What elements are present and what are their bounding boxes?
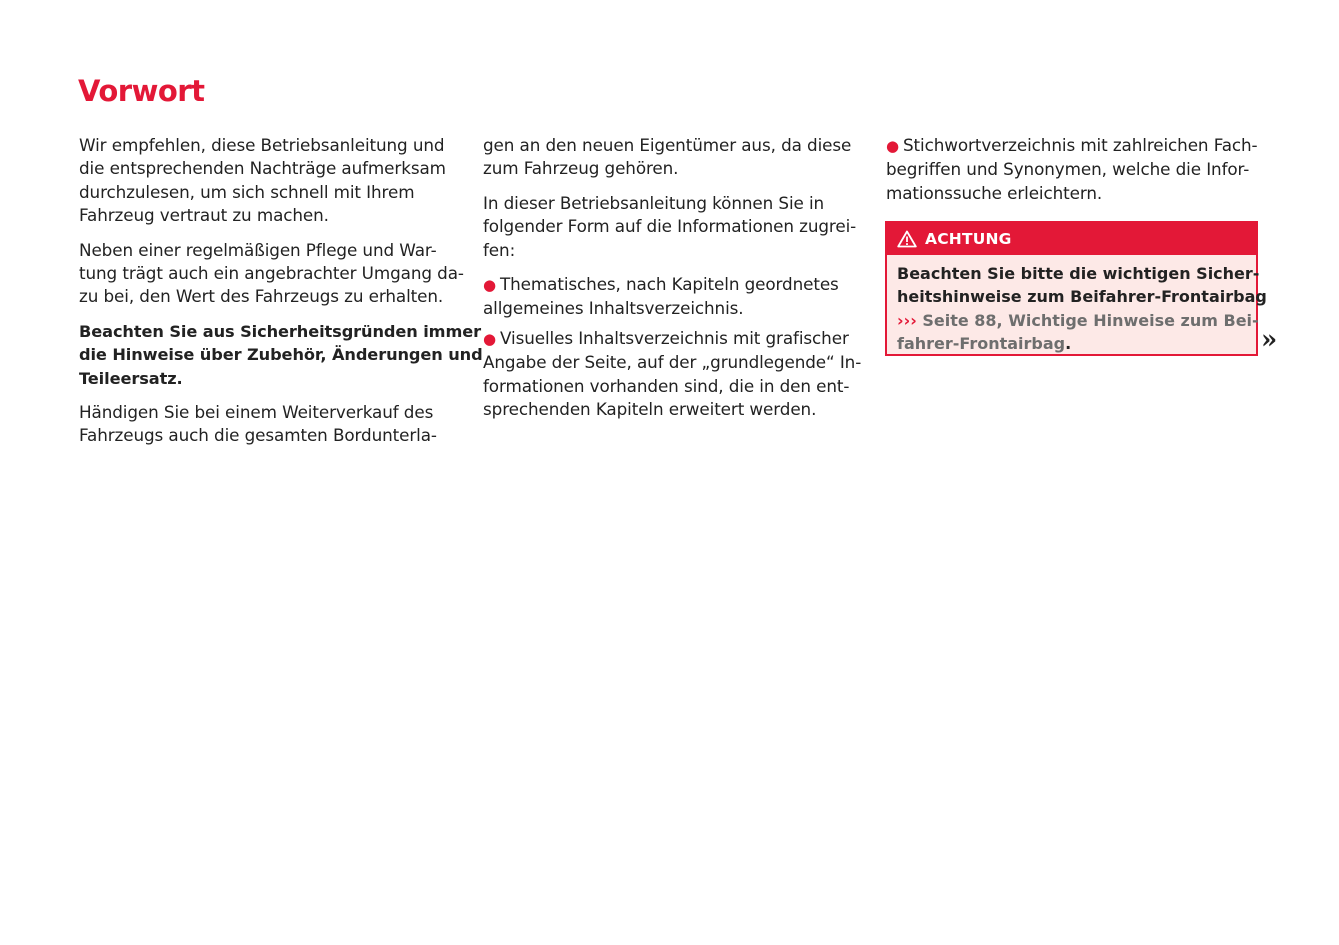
page-reference-link[interactable] (897, 309, 1259, 332)
bullet-list (483, 273, 862, 421)
text-line: Teileersatz. (79, 368, 183, 388)
text-line: Fahrzeug vertraut zu machen. (79, 205, 329, 226)
paragraph-resale-continued (483, 134, 855, 181)
page-title: Vorwort (78, 74, 205, 108)
text-line: fen: (483, 239, 516, 260)
text-line: In dieser Betriebsanleitung können Sie in (483, 192, 825, 213)
text-column-2 (483, 134, 862, 432)
text-line: Neben einer regelmäßigen Pflege und War- (79, 239, 437, 260)
paragraph-safety-notice (79, 320, 483, 390)
text-line: Händigen Sie bei einem Weiterverkauf des (79, 402, 434, 423)
text-line: Wir empfehlen, diese Betriebsanleitung und (79, 135, 445, 155)
warning-header (887, 223, 1256, 255)
bullet-dot-icon: ● (886, 137, 899, 155)
text-line: zu bei, den Wert des Fahrzeugs zu erhalten. (79, 286, 444, 307)
continuation-marker-icon: » (1261, 325, 1278, 355)
paragraph-intro (79, 134, 451, 228)
bullet-list (886, 134, 1258, 205)
text-line: die Hinweise über Zubehör, Änderungen und (79, 345, 483, 365)
text-line: begriffen und Synonymen, welche die Infor- (886, 159, 1250, 180)
text-line: folgender Form auf die Informationen zugrei- (483, 216, 857, 237)
text-line: Fahrzeugs auch die gesamten Bordunterla- (79, 425, 437, 446)
text-line: tung trägt auch ein angebrachter Umgang da- (79, 263, 464, 284)
text-line: Beachten Sie aus Sicherheitsgründen immer (79, 321, 481, 341)
bullet-dot-icon: ● (483, 329, 496, 348)
reference-arrows-icon: ››› (897, 310, 917, 330)
text-line: Visuelles Inhaltsverzeichnis mit grafischer (500, 327, 849, 348)
text-line: allgemeines Inhaltsverzeichnis. (483, 298, 744, 319)
text-line: gen an den neuen Eigentümer aus, da diese (483, 135, 852, 155)
reference-text: fahrer-Frontairbag (897, 334, 1066, 354)
warning-label: ACHTUNG (925, 230, 1012, 248)
text-line: Beachten Sie bitte die wichtigen Sicher- (897, 264, 1260, 283)
text-line: heitshinweise zum Beifahrer-Frontairbag (897, 287, 1267, 307)
text-line: formationen vorhanden sind, die in den ent- (483, 375, 850, 396)
text-line: Stichwortverzeichnis mit zahlreichen Fach- (903, 135, 1258, 155)
bullet-dot-icon: ● (483, 276, 496, 295)
text-line: durchzulesen, um sich schnell mit Ihrem (79, 181, 415, 202)
list-item (483, 327, 862, 422)
list-item (886, 134, 1258, 205)
warning-box (885, 221, 1267, 356)
text-line: sprechenden Kapiteln erweitert werden. (483, 399, 817, 420)
text-line: mationssuche erleichtern. (886, 182, 1103, 203)
text-column-1 (79, 134, 483, 459)
reference-text: Seite 88, Wichtige Hinweise zum Bei- (922, 310, 1259, 330)
text-line: Angabe der Seite, auf der „grundlegende“ In- (483, 352, 862, 373)
reference-period: . (1065, 334, 1072, 354)
text-line: Thematisches, nach Kapiteln geordnetes (500, 274, 839, 295)
text-line: die entsprechenden Nachträge aufmerksam (79, 158, 446, 179)
paragraph-access (483, 192, 855, 262)
paragraph-resale (79, 401, 451, 448)
list-item (483, 273, 855, 321)
warning-triangle-icon (897, 230, 917, 248)
paragraph-care (79, 239, 464, 309)
text-column-3 (886, 134, 1258, 216)
text-line: zum Fahrzeug gehören. (483, 158, 679, 179)
warning-body (887, 255, 1267, 356)
